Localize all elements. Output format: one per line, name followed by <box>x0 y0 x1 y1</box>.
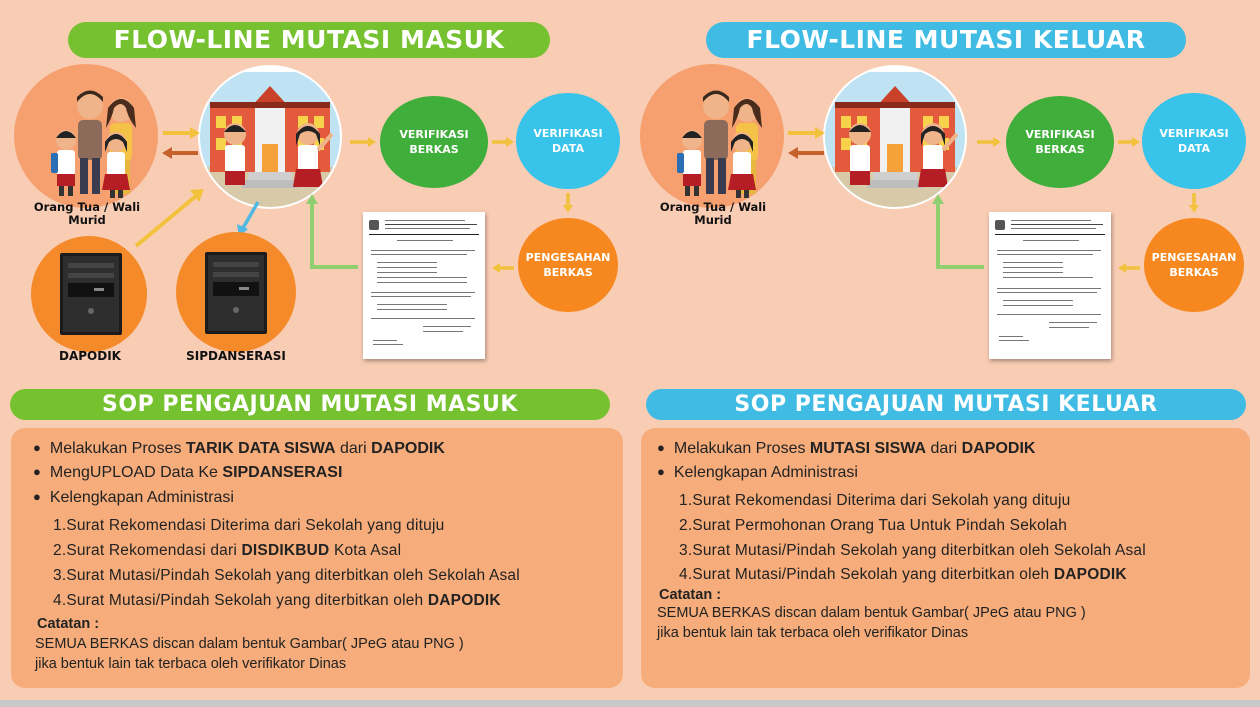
verifikasi-data-right: VERIFIKASI DATA <box>1142 93 1246 189</box>
sop-masuk-item-3: 3.Surat Mutasi/Pindah Sekolah yang diterbitkan oleh Sekolah Asal <box>53 567 520 584</box>
sop-keluar-note-2: jika bentuk lain tak terbaca oleh verifikator Dinas <box>657 625 969 641</box>
sop-keluar-item-3: 3.Surat Mutasi/Pindah Sekolah yang diterbitkan oleh Sekolah Asal <box>679 542 1146 559</box>
sop-keluar-bullet-1: ● Melakukan Proses MUTASI SISWA dari DAPODIK <box>657 440 1035 458</box>
sop-keluar-note-1: SEMUA BERKAS discan dalam bentuk Gambar( JPeG atau PNG ) <box>657 605 1086 621</box>
sop-keluar-item-4: 4.Surat Mutasi/Pindah Sekolah yang diterbitkan oleh DAPODIK <box>679 566 1127 583</box>
sipdanserasi-label: SIPDANSERASI <box>186 349 286 363</box>
parents-caption-right: Orang Tua / Wali Murid <box>659 200 767 227</box>
bottom-divider <box>0 700 1260 707</box>
sop-masuk-item-1: 1.Surat Rekomendasi Diterima dari Sekolah yang dituju <box>53 517 445 534</box>
sop-keluar-note-title: Catatan : <box>659 587 722 603</box>
sop-keluar-bullet-2: ● Kelengkapan Administrasi <box>657 464 858 482</box>
sop-masuk-note-1: SEMUA BERKAS discan dalam bentuk Gambar( JPeG atau PNG ) <box>35 636 464 652</box>
sop-masuk-note-2: jika bentuk lain tak terbaca oleh verifikator Dinas <box>35 656 347 672</box>
sop-masuk-bullet-1: ● Melakukan Proses TARIK DATA SISWA dari DAPODIK <box>33 440 445 458</box>
sop-masuk-item-2: 2.Surat Rekomendasi dari DISDIKBUD Kota Asal <box>53 542 402 559</box>
verifikasi-data-left: VERIFIKASI DATA <box>516 93 620 189</box>
verifikasi-berkas-right: VERIFIKASI BERKAS <box>1006 96 1114 188</box>
pengesahan-berkas-right: PENGESAHAN BERKAS <box>1144 218 1244 312</box>
sop-masuk-bullet-2: ● MengUPLOAD Data Ke SIPDANSERASI <box>33 464 342 482</box>
flow-title-masuk: FLOW-LINE MUTASI MASUK <box>68 22 550 58</box>
sop-keluar-item-1: 1.Surat Rekomendasi Diterima dari Sekolah yang dituju <box>679 492 1071 509</box>
sop-title-masuk: SOP PENGAJUAN MUTASI MASUK <box>10 389 610 420</box>
flow-title-keluar: FLOW-LINE MUTASI KELUAR <box>706 22 1186 58</box>
document-thumbnail-right <box>989 212 1111 359</box>
sop-masuk-bullet-3: ● Kelengkapan Administrasi <box>33 489 234 507</box>
sop-title-keluar: SOP PENGAJUAN MUTASI KELUAR <box>646 389 1246 420</box>
sop-masuk-item-4: 4.Surat Mutasi/Pindah Sekolah yang diterbitkan oleh DAPODIK <box>53 592 501 609</box>
sop-masuk-note-title: Catatan : <box>37 616 100 632</box>
pengesahan-berkas-left: PENGESAHAN BERKAS <box>518 218 618 312</box>
verifikasi-berkas-left: VERIFIKASI BERKAS <box>380 96 488 188</box>
sop-panel-keluar <box>641 428 1250 688</box>
parents-caption-left: Orang Tua / Wali Murid <box>33 200 141 227</box>
dapodik-label: DAPODIK <box>59 349 121 363</box>
sop-panel-masuk <box>11 428 623 688</box>
document-thumbnail-left <box>363 212 485 359</box>
sop-keluar-item-2: 2.Surat Permohonan Orang Tua Untuk Pindah Sekolah <box>679 517 1068 534</box>
